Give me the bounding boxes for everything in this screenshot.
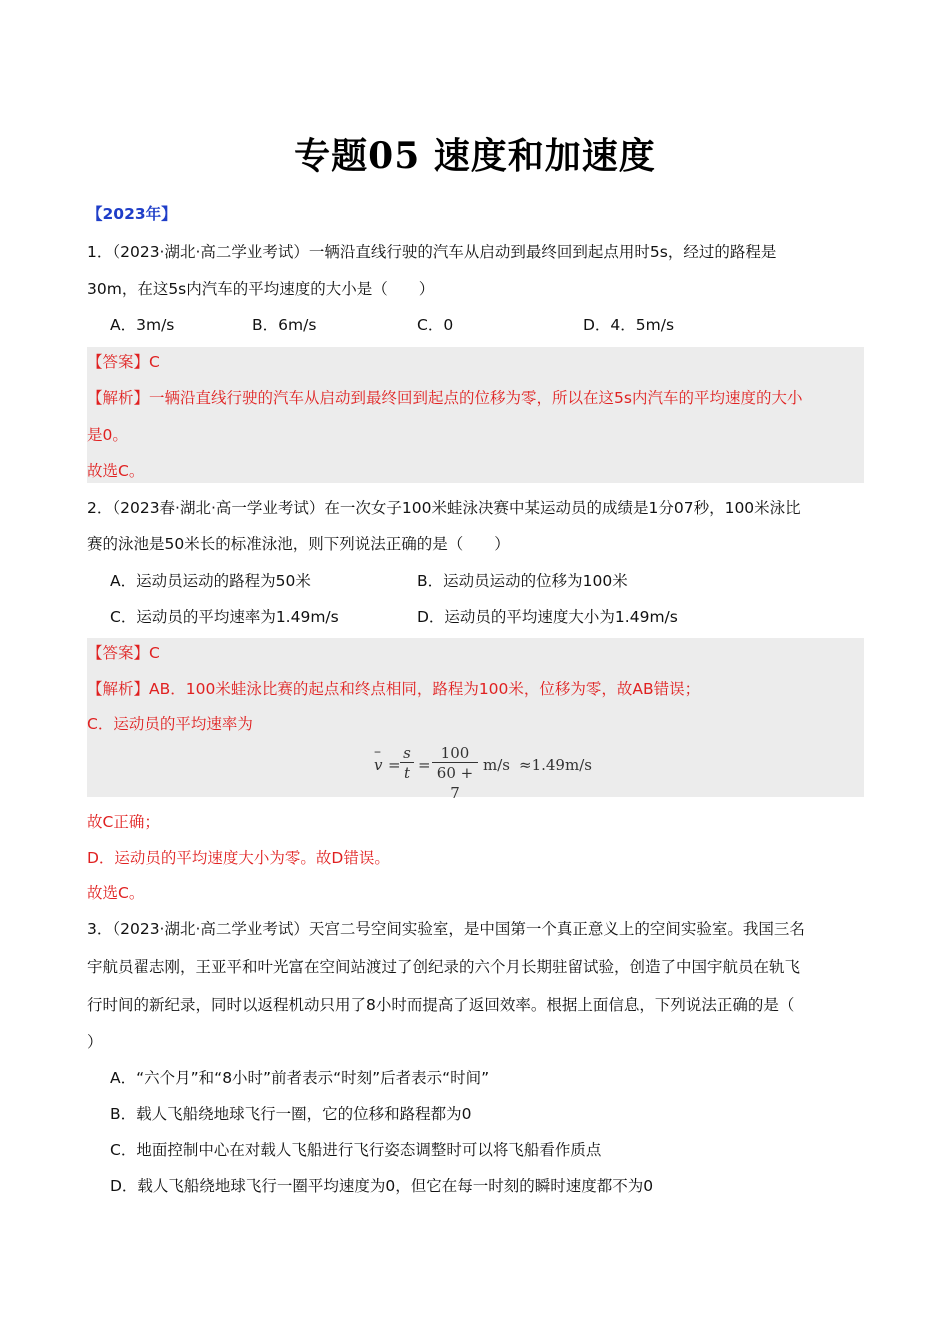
q1-answer: 【答案】C [87,353,160,371]
q2-option-c: C．运动员的平均速率为1.49m/s [110,608,339,626]
formula-t: t [400,762,414,783]
section-year-heading: 【2023年】 [87,205,177,223]
q2-choose: 故选C。 [87,884,145,902]
q3-stem-line2: 宇航员翟志刚，王亚平和叶光富在空间站渡过了创纪录的六个月长期驻留试验，创造了中国宇航员在轨飞 [87,958,801,976]
q2-d-wrong: D．运动员的平均速度大小为零。故D错误。 [87,849,390,867]
average-speed-formula [372,744,592,802]
q3-option-c: C．地面控制中心在对载人飞船进行飞行姿态调整时可以将飞船看作质点 [110,1141,602,1159]
q2-analysis-line1: 【解析】AB．100米蛙泳比赛的起点和终点相同，路程为100米，位移为零，故AB错误； [87,680,701,698]
q1-option-c: C．0 [417,316,454,334]
formula-equals-1: = [388,756,401,774]
formula-unit: m/s [483,756,510,774]
formula-equals-2: = [418,756,431,774]
formula-v: v [374,756,383,774]
q2-stem-line2: 赛的泳池是50米长的标准泳池，则下列说法正确的是（ ） [87,535,510,553]
fraction-100-over-67 [432,744,478,803]
q2-option-b: B．运动员运动的位移为100米 [417,572,628,590]
fraction-s-over-t [400,744,414,783]
formula-approx: ≈1.49m/s [519,756,592,774]
q1-option-d: D．4．5m/s [583,316,675,334]
q1-option-b: B．6m/s [252,316,317,334]
q1-option-a: A．3m/s [110,316,175,334]
q2-c-correct: 故C正确； [87,813,160,831]
q1-answer-box [87,347,864,483]
q1-stem-line1: 1．（2023·湖北·高二学业考试）一辆沿直线行驶的汽车从启动到最终回到起点用时5s，经过的路程是 [87,243,777,261]
q3-option-b: B．载人飞船绕地球飞行一圈，它的位移和路程都为0 [110,1105,472,1123]
bar-mark: – [374,744,381,760]
formula-s: s [403,744,411,762]
q2-option-d: D．运动员的平均速度大小为1.49m/s [417,608,678,626]
formula-numerator: 100 [440,744,470,762]
q3-option-d: D．载人飞船绕地球飞行一圈平均速度为0，但它在每一时刻的瞬时速度都不为0 [110,1177,654,1195]
page-title: 专题05 速度和加速度 [294,135,656,177]
q2-analysis-line2: C．运动员的平均速率为 [87,715,253,733]
q3-stem-line3: 行时间的新纪录，同时以返程机动只用了8小时而提高了返回效率。根据上面信息，下列说法正确的是（ [87,996,795,1014]
q1-stem-line2: 30m，在这5s内汽车的平均速度的大小是（ ） [87,280,435,298]
formula-denominator: 60 + 7 [432,762,478,803]
q2-option-a: A．运动员运动的路程为50米 [110,572,311,590]
q3-stem-line1: 3．（2023·湖北·高二学业考试）天宫二号空间实验室，是中国第一个真正意义上的空间实验室。我国三名 [87,920,805,938]
q3-option-a: A．“六个月”和“8小时”前者表示“时刻”后者表示“时间” [110,1069,490,1087]
q2-stem-line1: 2．（2023春·湖北·高一学业考试）在一次女子100米蛙泳决赛中某运动员的成绩是1分07秒，100米泳比 [87,499,801,517]
q2-answer: 【答案】C [87,644,160,662]
q1-analysis-line1: 【解析】一辆沿直线行驶的汽车从启动到最终回到起点的位移为零，所以在这5s内汽车的平均速度的大小 [87,389,803,407]
q3-stem-line4: ） [87,1033,103,1051]
q1-analysis-line2: 是0。 [87,426,128,444]
q1-choose: 故选C。 [87,462,145,480]
